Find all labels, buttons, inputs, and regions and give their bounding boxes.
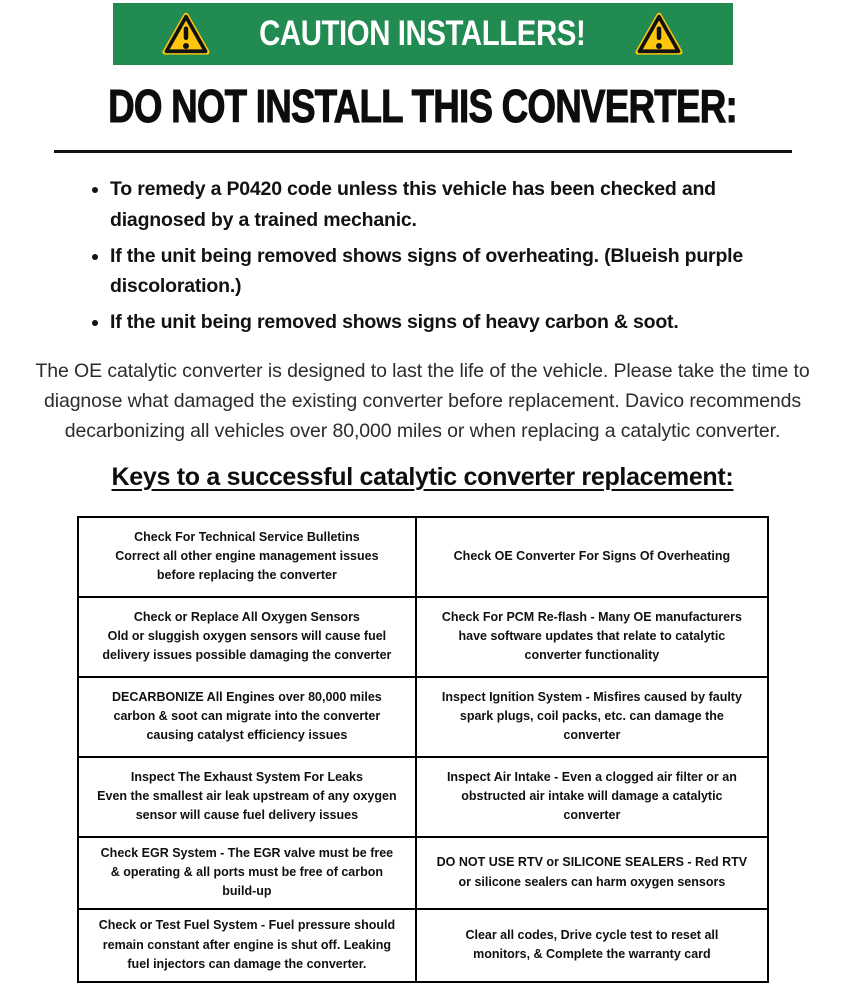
cell-line: Check or Test Fuel System - Fuel pressure should remain constant after engine is shut off. Leaking fuel injectors can damage the converter.	[98, 918, 396, 971]
cell-line: Even the smallest air leak upstream of any oxygen sensor will cause fuel delivery issues	[97, 788, 397, 823]
cell-line: Inspect The Exhaust System For Leaks	[130, 769, 363, 784]
table-cell	[416, 517, 767, 597]
cell-line: Check For Technical Service Bulletins	[134, 529, 360, 544]
table-cell	[416, 837, 767, 909]
cell-line: Correct all other engine management issues before replacing the converter	[115, 548, 379, 583]
caution-flyer	[0, 3, 845, 971]
cell-line: Old or sluggish oxygen sensors will cause fuel delivery issues possible damaging the converter	[102, 628, 392, 663]
banner-title: CAUTION INSTALLERS!	[259, 14, 586, 53]
table-row	[78, 677, 768, 757]
table-row	[78, 909, 768, 982]
table-cell	[416, 757, 767, 837]
cell-line: Check EGR System - The EGR valve must be free & operating & all ports must be free of carbon build-up	[100, 845, 394, 899]
page-title: DO NOT INSTALL THIS CONVERTER:	[108, 80, 737, 132]
list-item: • If the unit being removed shows signs of overheating. (Blueish purple discoloration.)	[110, 241, 775, 303]
keys-heading: Keys to a successful catalytic converter replacement:	[111, 462, 734, 491]
table-cell	[416, 597, 767, 677]
table-cell	[78, 837, 417, 909]
keys-table-body	[78, 517, 768, 982]
cell-line: Check or Replace All Oxygen Sensors	[133, 609, 360, 624]
intro-paragraph: The OE catalytic converter is designed to last the life of the vehicle. Please take the time to diagnose what damaged the existing converter before replacement. Davico recommends decarbonizing all vehicles over 80,000 miles or when replacing a catalytic converter.	[35, 359, 810, 443]
cell-line: Check For PCM Re-flash - Many OE manufacturers have software updates that relate to catalytic converter functionality	[441, 609, 742, 663]
warning-triangle-icon	[635, 12, 683, 56]
cell-line: DECARBONIZE All Engines over 80,000 miles carbon & soot can migrate into the converter causing catalyst efficiency issues	[112, 689, 382, 743]
cell-line: Clear all codes, Drive cycle test to reset all monitors, & Complete the warranty card	[465, 927, 719, 962]
cell-line: Check OE Converter For Signs Of Overheating	[453, 548, 731, 563]
table-row	[78, 757, 768, 837]
cell-line: Inspect Ignition System - Misfires caused by faulty spark plugs, coil packs, etc. can damage the converter	[441, 689, 742, 743]
table-cell	[78, 909, 417, 982]
warning-list	[88, 174, 775, 338]
list-item: • To remedy a P0420 code unless this vehicle has been checked and diagnosed by a trained mechanic.	[110, 174, 775, 236]
table-cell	[78, 757, 417, 837]
table-row	[78, 517, 768, 597]
keys-table	[77, 516, 769, 983]
table-cell	[78, 597, 417, 677]
table-row	[78, 597, 768, 677]
table-cell	[78, 677, 417, 757]
table-row	[78, 837, 768, 909]
caution-banner	[113, 3, 733, 65]
list-item: • If the unit being removed shows signs of heavy carbon & soot.	[110, 307, 775, 338]
divider	[54, 150, 792, 153]
cell-line: Inspect Air Intake - Even a clogged air filter or an obstructed air intake will damage a catalytic converter	[446, 769, 737, 823]
cell-line: DO NOT USE RTV or SILICONE SEALERS - Red RTV or silicone sealers can harm oxygen sensors	[436, 855, 748, 889]
table-cell	[78, 517, 417, 597]
table-cell	[416, 909, 767, 982]
warning-triangle-icon	[162, 12, 210, 56]
table-cell	[416, 677, 767, 757]
